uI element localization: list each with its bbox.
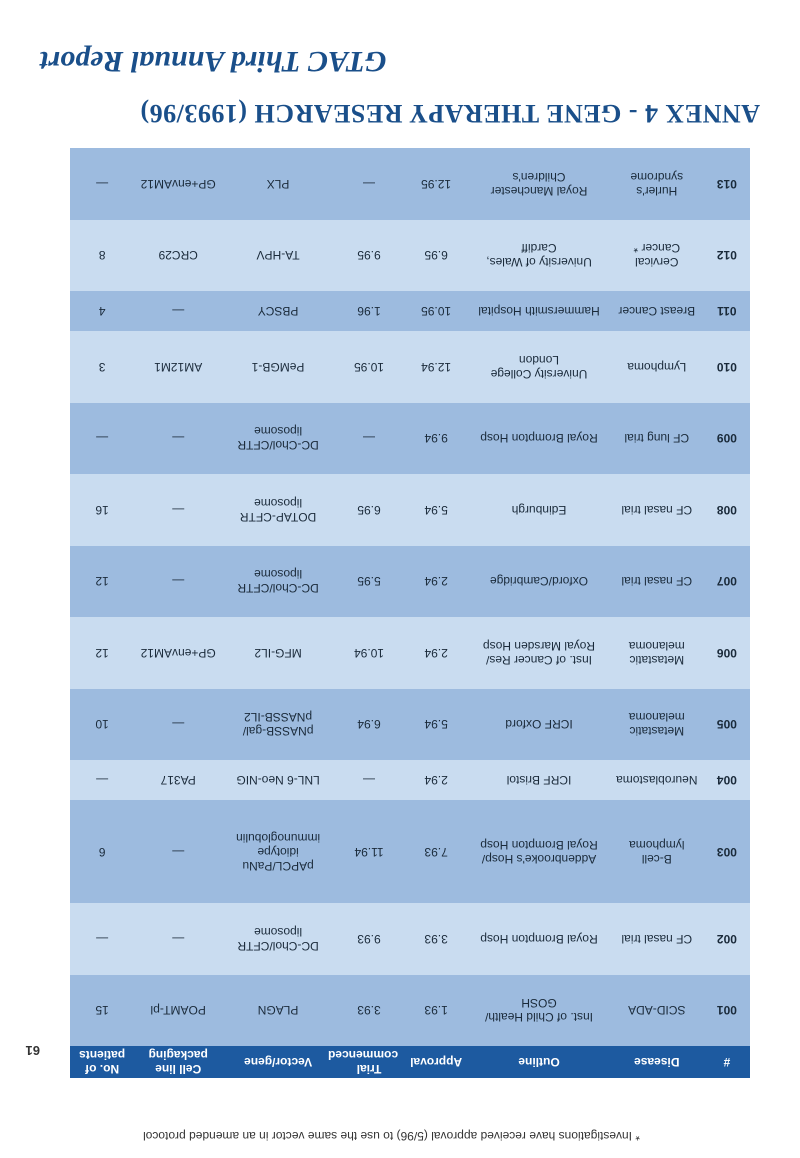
table-cell: University of Wales, Cardiff xyxy=(468,220,610,291)
table-cell: GP+envAM12 xyxy=(134,148,222,220)
table-cell: 008 xyxy=(704,474,750,545)
table-cell: — xyxy=(134,800,222,903)
table-row xyxy=(70,220,750,291)
table-cell: 2.94 xyxy=(404,617,468,688)
header-cell: Cell line packaging xyxy=(134,1046,222,1078)
table-cell: Inst. of Cancer Res/ Royal Marsden Hosp xyxy=(468,617,610,688)
table-cell: 12 xyxy=(70,617,134,688)
table-cell: 8 xyxy=(70,220,134,291)
table-cell: University College London xyxy=(468,331,610,402)
table-cell: 9.95 xyxy=(334,220,404,291)
table-cell: 12.94 xyxy=(404,331,468,402)
table-cell: Cervical Cancer * xyxy=(610,220,704,291)
table-cell: Edinburgh xyxy=(468,474,610,545)
table-cell: 10.94 xyxy=(334,617,404,688)
table-cell: Hammersmith Hospital xyxy=(468,291,610,331)
table-cell: PeMGB-1 xyxy=(222,331,334,402)
page-number: 61 xyxy=(25,1043,40,1058)
table-cell: 10 xyxy=(70,689,134,760)
table-cell: 7.93 xyxy=(404,800,468,903)
header-cell: Outline xyxy=(468,1046,610,1078)
table-cell: 006 xyxy=(704,617,750,688)
header-cell: # xyxy=(704,1046,750,1078)
table-cell: 2.94 xyxy=(404,760,468,800)
table-row xyxy=(70,975,750,1046)
table-cell: CF nasal trial xyxy=(610,474,704,545)
table-row xyxy=(70,760,750,800)
table-cell: Metastatic melanoma xyxy=(610,617,704,688)
table-cell: 5.95 xyxy=(334,546,404,617)
table-cell: DC-Chol/CFTR liposome xyxy=(222,546,334,617)
table-cell: ICRF Oxford xyxy=(468,689,610,760)
table-row xyxy=(70,903,750,974)
table-cell: 6.95 xyxy=(404,220,468,291)
table-cell: 6 xyxy=(70,800,134,903)
table-cell: Metastatic melanoma xyxy=(610,689,704,760)
table-row xyxy=(70,474,750,545)
table-row xyxy=(70,331,750,402)
table-cell: 010 xyxy=(704,331,750,402)
table-cell: Royal Manchester Children's xyxy=(468,148,610,220)
table-cell: 11.94 xyxy=(334,800,404,903)
table-row xyxy=(70,403,750,474)
table-cell: 6.94 xyxy=(334,689,404,760)
table-cell: Royal Brompton Hosp xyxy=(468,903,610,974)
table-cell: — xyxy=(334,760,404,800)
table-row xyxy=(70,800,750,903)
footnote: * Investigations have received approval (5/96) to use the same vector in an amended protocol xyxy=(143,1129,640,1143)
table-cell: AM12M1 xyxy=(134,331,222,402)
table-cell: Addenbrooke's Hosp/ Royal Brompton Hosp xyxy=(468,800,610,903)
table-cell: 6.95 xyxy=(334,474,404,545)
table-row xyxy=(70,546,750,617)
table-cell: 5.94 xyxy=(404,689,468,760)
table-cell: 002 xyxy=(704,903,750,974)
table-cell: 012 xyxy=(704,220,750,291)
table-cell: 005 xyxy=(704,689,750,760)
header-cell: Vector/gene xyxy=(222,1046,334,1078)
table-cell: 3.93 xyxy=(334,975,404,1046)
table-cell: 4 xyxy=(70,291,134,331)
table-cell: 3 xyxy=(70,331,134,402)
table-cell: DC-Chol/CFTR liposome xyxy=(222,903,334,974)
table-cell: Oxford/Cambridge xyxy=(468,546,610,617)
table-cell: 003 xyxy=(704,800,750,903)
table-cell: MFG-IL2 xyxy=(222,617,334,688)
table-cell: PLAGN xyxy=(222,975,334,1046)
table-cell: 1.93 xyxy=(404,975,468,1046)
table-cell: ICRF Bristol xyxy=(468,760,610,800)
table-cell: — xyxy=(334,148,404,220)
header-cell: Disease xyxy=(610,1046,704,1078)
table-cell: 16 xyxy=(70,474,134,545)
table-cell: B-cell lymphoma xyxy=(610,800,704,903)
table-cell: TA-HPV xyxy=(222,220,334,291)
table-cell: — xyxy=(70,903,134,974)
table-cell: Lymphoma xyxy=(610,331,704,402)
table-cell: 3.93 xyxy=(404,903,468,974)
table-cell: 009 xyxy=(704,403,750,474)
table-cell: CF nasal trial xyxy=(610,903,704,974)
table-cell: 9.94 xyxy=(404,403,468,474)
table-cell: 12 xyxy=(70,546,134,617)
table-cell: 011 xyxy=(704,291,750,331)
header-cell: No. of patients xyxy=(70,1046,134,1078)
table-cell: 5.94 xyxy=(404,474,468,545)
header-cell: Trial commenced xyxy=(334,1046,404,1078)
table-cell: 12.95 xyxy=(404,148,468,220)
table-cell: DC-Chol/CFTR liposome xyxy=(222,403,334,474)
table-cell: Breast Cancer xyxy=(610,291,704,331)
table-cell: 001 xyxy=(704,975,750,1046)
table-cell: POAMT-pl xyxy=(134,975,222,1046)
table-cell: 10.95 xyxy=(334,331,404,402)
table-cell: SCID-ADA xyxy=(610,975,704,1046)
table-cell: — xyxy=(134,474,222,545)
table-cell: — xyxy=(70,403,134,474)
table-cell: PBSCY xyxy=(222,291,334,331)
table-cell: — xyxy=(134,689,222,760)
table-cell: PLX xyxy=(222,148,334,220)
table-row xyxy=(70,291,750,331)
table-cell: 9.93 xyxy=(334,903,404,974)
table-cell: — xyxy=(134,403,222,474)
table-cell: CRC29 xyxy=(134,220,222,291)
table-cell: 15 xyxy=(70,975,134,1046)
table-row xyxy=(70,148,750,220)
table-header-row xyxy=(70,1046,750,1078)
table-cell: — xyxy=(70,760,134,800)
table-body xyxy=(70,148,750,1046)
header-cell: Approval xyxy=(404,1046,468,1078)
table-cell: — xyxy=(70,148,134,220)
table-cell: Royal Brompton Hosp xyxy=(468,403,610,474)
report-title: GTAC Third Annual Report xyxy=(40,45,387,78)
table-cell: 007 xyxy=(704,546,750,617)
table-cell: — xyxy=(334,403,404,474)
table-cell: Hurler's syndrome xyxy=(610,148,704,220)
table-cell: — xyxy=(134,903,222,974)
table-cell: 013 xyxy=(704,148,750,220)
table-row xyxy=(70,617,750,688)
table-cell: LNL-6 Neo-NIG xyxy=(222,760,334,800)
table-cell: 1.96 xyxy=(334,291,404,331)
table-cell: GP+envAM12 xyxy=(134,617,222,688)
table-cell: DOTAP-CFTR liposome xyxy=(222,474,334,545)
table-cell: 10.95 xyxy=(404,291,468,331)
table-cell: CF nasal trial xyxy=(610,546,704,617)
annex-title: ANNEX 4 - GENE THERAPY RESEARCH (1993/96) xyxy=(140,99,760,128)
table-cell: 004 xyxy=(704,760,750,800)
table-cell: — xyxy=(134,291,222,331)
table-cell: — xyxy=(134,546,222,617)
table-cell: Neuroblastoma xyxy=(610,760,704,800)
gene-therapy-table xyxy=(70,148,750,1078)
table-cell: Inst. of Child Health/ GOSH xyxy=(468,975,610,1046)
table-cell: 2.94 xyxy=(404,546,468,617)
table-cell: CF lung trial xyxy=(610,403,704,474)
table-cell: PA317 xyxy=(134,760,222,800)
table-row xyxy=(70,689,750,760)
table-cell: pNASSB-gal/ pNASSB-IL2 xyxy=(222,689,334,760)
table-cell: pAPCL/PaNu idiotype immunoglobulin xyxy=(222,800,334,903)
